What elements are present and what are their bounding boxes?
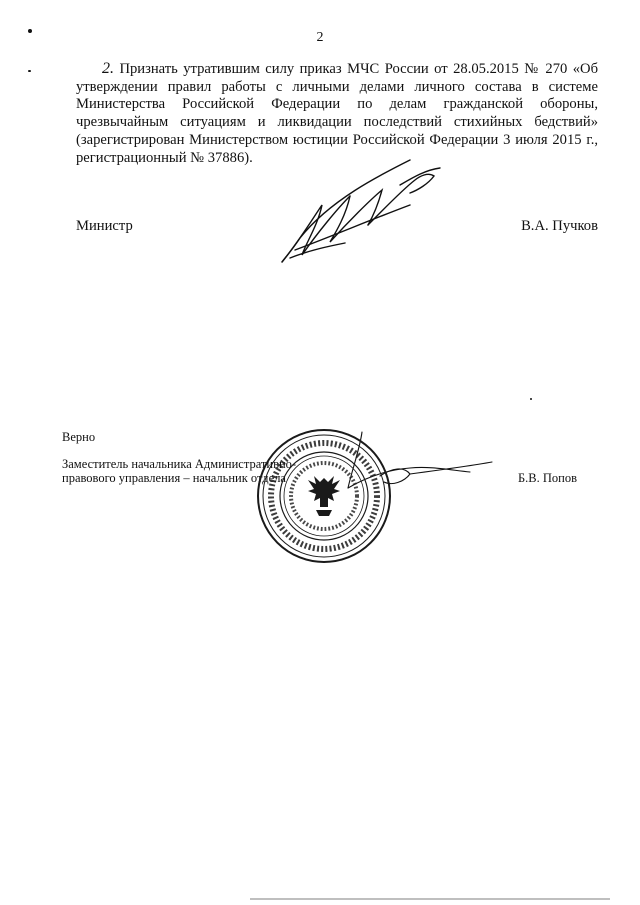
deputy-signature [348,432,492,488]
paragraph-number: 2. [102,60,114,77]
eagle-emblem-icon [308,476,340,516]
page-number: 2 [316,30,324,45]
minister-title: Министр [76,218,133,234]
deputy-position-line2: правового управления – начальник отдела [62,470,286,485]
deputy-position-line1: Заместитель начальника Административно- [62,457,297,471]
certification-verno: Верно [62,430,96,444]
official-seal [258,430,390,562]
minister-name: В.А. Пучков [521,218,598,234]
deputy-name: Б.В. Попов [518,471,578,485]
minister-signature [282,160,440,262]
paragraph-text: Признать утратившим силу приказ МЧС России от 28.05.2015 № 270 «Об утверждении правил работы с личными делами личного состава в системе Министерства Российской Федерации по делам гражданской обороны, чрезвычайным ситуациям и ликвидации последствий стихийных бедствий» (зарегистрирован Министерством юстиции Российской Федерации 3 июля 2015 г., регистрационный № 37886). [76,61,598,166]
